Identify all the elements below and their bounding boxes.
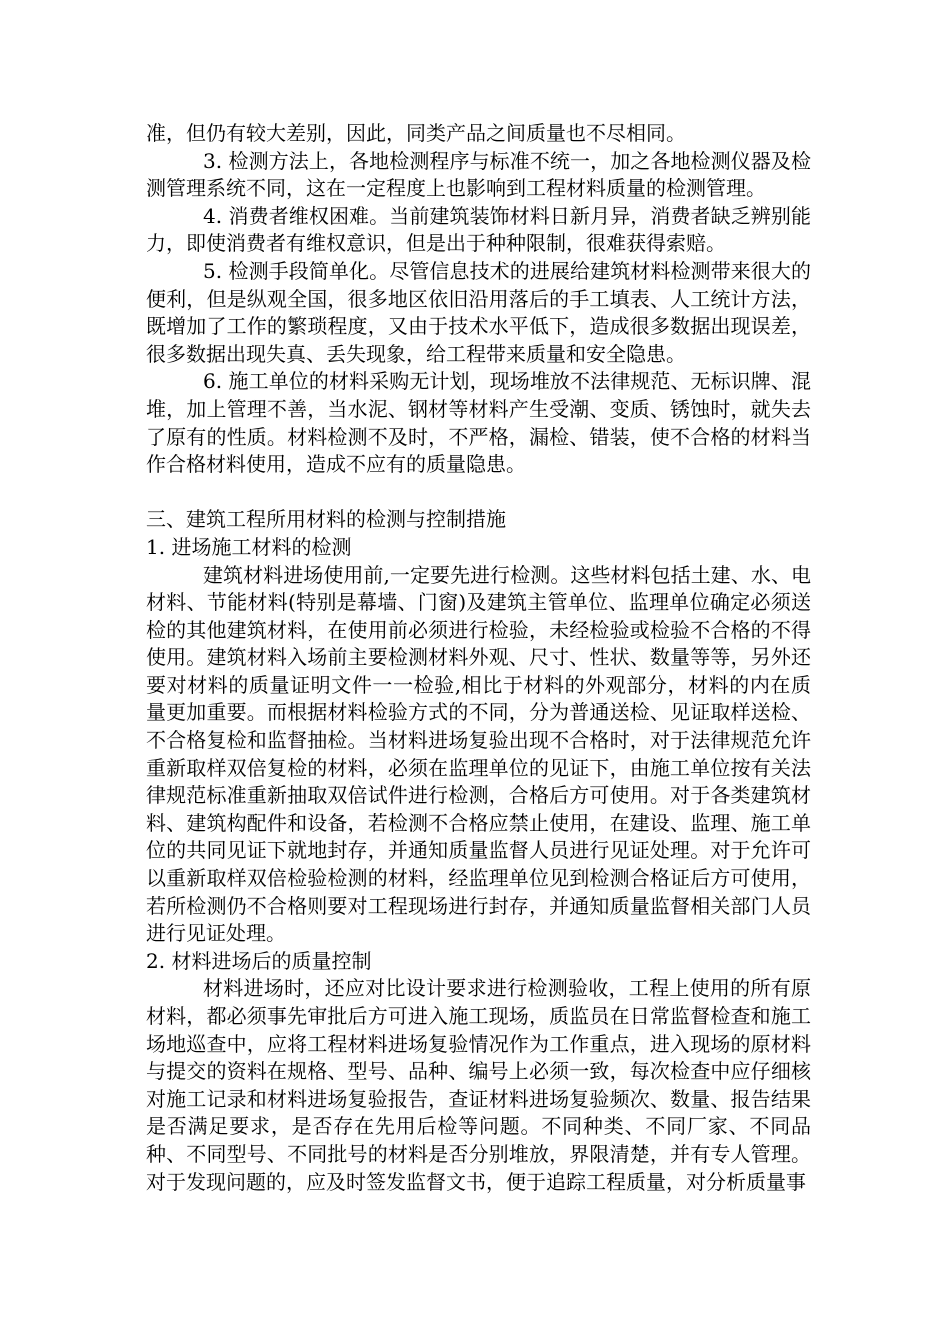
paragraph-item-6: 6. 施工单位的材料采购无计划，现场堆放不法律规范、无标识牌、混堆，加上管理不善，当水泥、钢材等材料产生受潮、变质、锈蚀时，就失去了原有的性质。材料检测不及时，不严格，漏检、错装，使不合格的材料当作合格材料使用，造成不应有的质量隐患。 [146,369,811,477]
subsection-heading-1: 1. 进场施工材料的检测 [146,534,352,559]
blank-line [146,479,811,507]
subsection-body-1: 建筑材料进场使用前,一定要先进行检测。这些材料包括土建、水、电材料、节能材料(特别是幕墙、门窗)及建筑主管单位、监理单位确定必须送检的其他建筑材料，在使用前必须进行检验，未经检验或检验不合格的不得使用。建筑材料入场前主要检测材料外观、尺寸、性状、数量等等，另外还要对材料的质量证明文件一一检验,相比于材料的外观部分，材料的内在质量更加重要。而根据材料检验方式的不同，分为普通送检、见证取样送检、不合格复检和监督抽检。当材料进场复验出现不合格时，对于法律规范允许重新取样双倍复检的材料，必须在监理单位的见证下，由施工单位按有关法律规范标准重新抽取双倍试件进行检测，合格后方可使用。对于各类建筑材料、建筑构配件和设备，若检测不合格应禁止使用，在建设、监理、施工单位的共同见证下就地封存，并通知质量监督人员进行见证处理。对于允许可以重新取样双倍检验检测的材料，经监理单位见到检测合格证后方可使用，若所检测仍不合格则要对工程现场进行封存，并通知质量监督相关部门人员进行见证处理。 [146,562,811,946]
subsection-body-2: 材料进场时，还应对比设计要求进行检测验收，工程上使用的所有原材料，都必须事先审批后方可进入施工现场，质监员在日常监督检查和施工场地巡查中，应将工程材料进场复验情况作为工作重点，进入现场的原材料与提交的资料在规格、型号、品种、编号上必须一致，每次检查中应仔细核对施工记录和材料进场复验报告，查证材料进场复验频次、数量、报告结果是否满足要求，是否存在先用后检等问题。不同种类、不同厂家、不同品种、不同型号、不同批号的材料是否分别堆放，界限清楚，并有专人管理。对于发现问题的，应及时签发监督文书，便于追踪工程质量，对分析质量事 [146,976,811,1194]
paragraph-continuation: 准，但仍有较大差别，因此，同类产品之间质量也不尽相同。 [146,121,686,145]
subsection-heading-2: 2. 材料进场后的质量控制 [146,948,372,973]
paragraph-item-5: 5. 检测手段简单化。尽管信息技术的进展给建筑材料检测带来很大的便利，但是纵观全国，很多地区依旧沿用落后的手工填表、人工统计方法，既增加了工作的繁琐程度，又由于技术水平低下，造成很多数据出现误差，很多数据出现失真、丢失现象，给工程带来质量和安全隐患。 [146,258,811,366]
paragraph-item-3: 3. 检测方法上，各地检测程序与标准不统一，加之各地检测仪器及检测管理系统不同，这在一定程度上也影响到工程材料质量的检测管理。 [146,148,811,201]
section-heading: 三、建筑工程所用材料的检测与控制措施 [146,507,506,532]
paragraph-item-4: 4. 消费者维权困难。当前建筑装饰材料日新月异，消费者缺乏辨别能力，即使消费者有维权意识，但是出于种种限制，很难获得索赔。 [146,203,811,256]
document-body [146,120,811,1196]
